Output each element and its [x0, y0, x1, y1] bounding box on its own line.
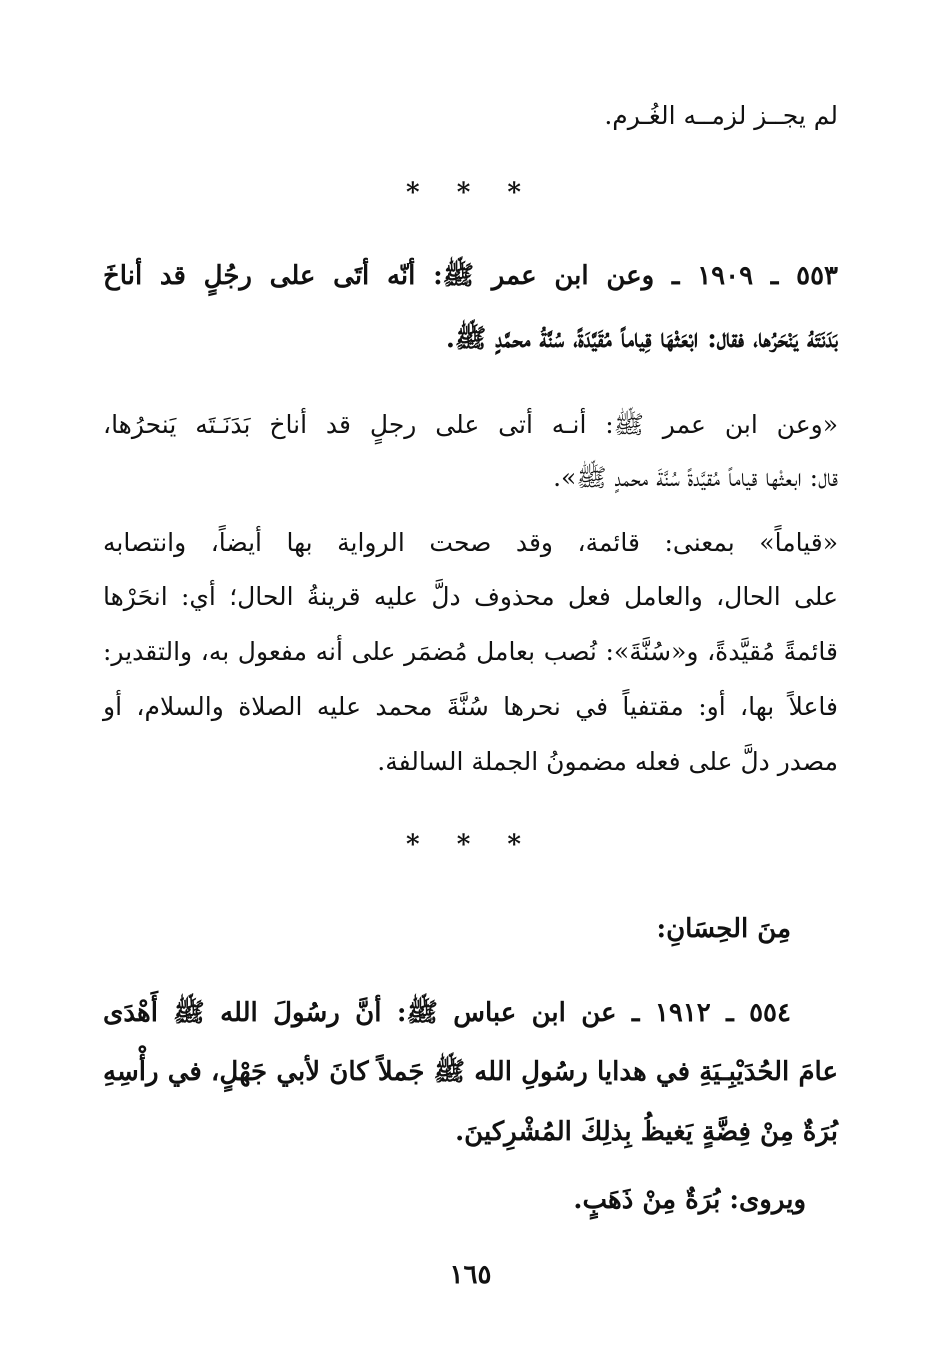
page-number: ١٦٥	[449, 1260, 492, 1290]
commentary-line: مصدر دلَّ على فعله مضمونُ الجملة السالفة.	[377, 747, 838, 776]
section-separator: * * *	[406, 178, 535, 208]
hadith-553-line-2: بَدَنَتَهُ يَنْحَرُها، فقال: ابْعَثْهَا قِياماً مُقَيَّدَةً، سُنَّةُ محمَّدٍ ﷺ.	[445, 324, 838, 354]
commentary-line: «وعن ابن عمر ﷺ: أنـه أتى على رجلٍ قد أناخ بَدَنَـتَه يَنحرُها،	[103, 410, 838, 439]
hadith-554-line-1: ٥٥٤ ـ ١٩١٢ ـ عن ابن عباس ﷺ: أنَّ رسُولَ الله ﷺ أَهْدَى	[103, 998, 791, 1028]
section-heading: مِنَ الحِسَانِ:	[656, 914, 791, 944]
hadith-553-line-1: ٥٥٣ ـ ١٩٠٩ ـ وعن ابن عمر ﷺ: أنّه أتَى على رجُلٍ قد أناخَ	[103, 261, 839, 291]
commentary-line: فاعلاً بها، أو: مقتفياً في نحرها سُنَّةَ محمد عليه الصلاة والسلام، أو	[103, 692, 838, 721]
section-separator: * * *	[406, 830, 535, 860]
commentary-line: قائمةً مُقيَّدةً، و«سُنَّةَ»: نُصب بعامل مُضمَر على أنه مفعول به، والتقدير:	[103, 637, 838, 666]
hadith-554-variant: ويروى: بُرَةٌ مِنْ ذَهَبٍ.	[573, 1185, 806, 1215]
commentary-line: على الحال، والعامل فعل محذوف دلَّ عليه قرينةُ الحال؛ أي: انحَرْها	[103, 582, 838, 611]
commentary-line: «قياماً» بمعنى: قائمة، وقد صحت الرواية بها أيضاً، وانتصابه	[103, 528, 838, 557]
hadith-554-line-3: بُرَةٌ مِنْ فِضَّةٍ يَغيظُ بِذلِكَ المُشْرِكينَ.	[455, 1117, 838, 1147]
hadith-554-line-2: عامَ الحُدَيْبِـيَةِ في هدايا رسُولِ الله ﷺ جَملاً كانَ لأبي جَهْلٍ، في رأْسِهِ	[103, 1057, 838, 1087]
commentary-line: قال: ابعثْها قياماً مُقيَّدةً سُنَّةَ محمدٍ ﷺ».	[553, 463, 838, 492]
text-line-continuation: لم يجــز لزمــه الغُـرم.	[604, 101, 838, 130]
